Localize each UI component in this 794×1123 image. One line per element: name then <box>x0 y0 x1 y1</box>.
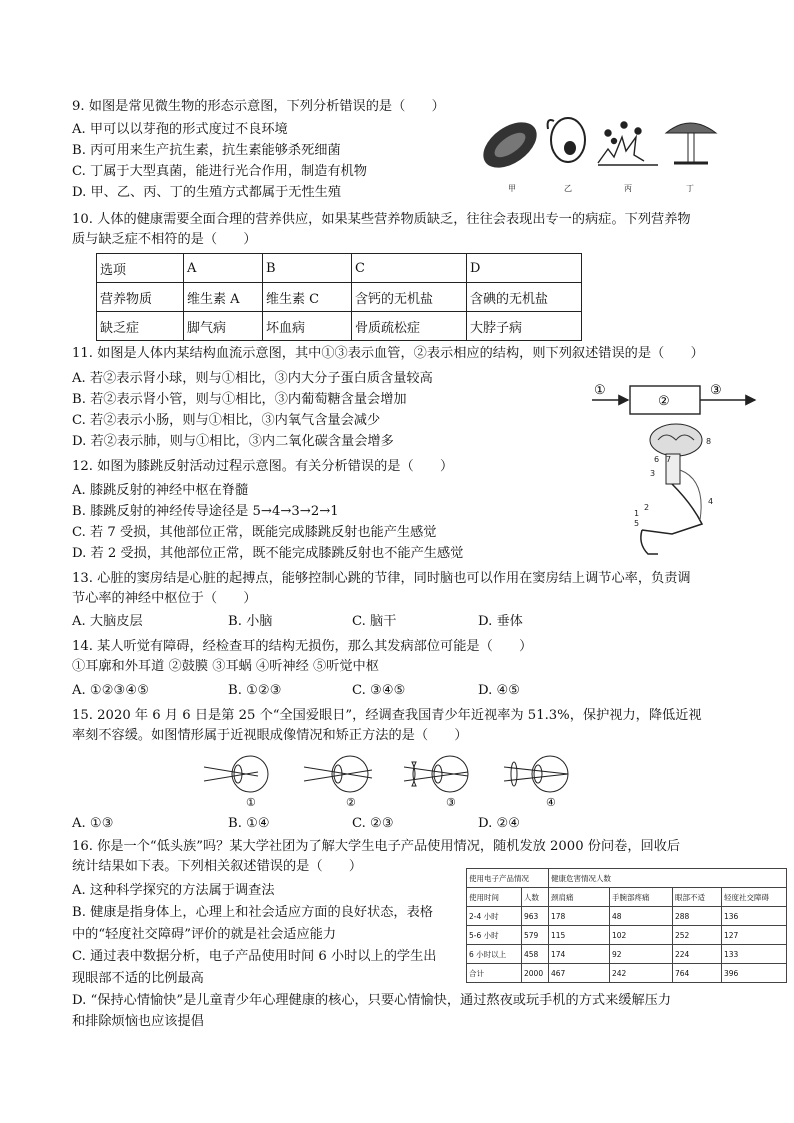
table-cell: 133 <box>722 945 787 964</box>
table-cell: 467 <box>549 964 610 983</box>
fig-label-6: 6 <box>654 455 660 464</box>
q16-option-b: B. 健康是指身体上，心理上和社会适应方面的良好状态，表格 <box>72 905 433 920</box>
q15-option-c: C. ②③ <box>352 816 394 831</box>
q14-option-b: B. ①②③ <box>228 683 282 698</box>
table-cell: 缺乏症 <box>97 312 184 341</box>
table-cell: A <box>184 254 263 283</box>
fig-label-2: ② <box>658 394 670 409</box>
q13-option-a: A. 大脑皮层 <box>72 614 143 629</box>
q13-stem-line1: 13. 心脏的窦房结是心脏的起搏点，能够控制心跳的节律，同时脑也可以作用在窦房结上调节心率，负责调 <box>72 571 691 586</box>
nutrition-table <box>96 253 582 341</box>
fig-label-ding: 丁 <box>686 184 694 193</box>
q11-option-b: B. 若②表示肾小管，则与①相比，③内葡萄糖含量会增加 <box>72 392 407 407</box>
table-header: 健康危害情况人数 <box>549 869 787 888</box>
q12-stem: 12. 如图为膝跳反射活动过程示意图。有关分析错误的是（ ） <box>72 459 454 474</box>
table-cell: 48 <box>610 907 673 926</box>
table-header: 使用时间 <box>467 888 522 907</box>
q13-option-b: B. 小脑 <box>228 614 273 629</box>
q11-option-c: C. 若②表示小肠，则与①相比，③内氧气含量会减少 <box>72 413 381 428</box>
q16-stem-line1: 16. 你是一个“低头族”吗？某大学社团为了解大学生电子产品使用情况，随机发放 2000 份问卷，回收后 <box>72 839 681 854</box>
table-cell: 骨质疏松症 <box>352 312 467 341</box>
table-header: 眼部不适 <box>673 888 722 907</box>
fig-label-1: 1 <box>634 509 640 518</box>
table-row <box>467 907 787 926</box>
fig-label-2: 2 <box>644 503 650 512</box>
table-header: 轻度社交障碍 <box>722 888 787 907</box>
table-cell: D <box>467 254 582 283</box>
q16-stem-line2: 统计结果如下表。下列相关叙述错误的是（ ） <box>72 859 363 874</box>
q9-option-a: A. 甲可以以芽孢的形式度过不良环境 <box>72 122 288 137</box>
table-cell: 396 <box>722 964 787 983</box>
table-cell: 合计 <box>467 964 522 983</box>
table-cell: 115 <box>549 926 610 945</box>
survey-table <box>466 868 787 983</box>
q12-option-b: B. 膝跳反射的神经传导途径是 5→4→3→2→1 <box>72 504 339 519</box>
table-cell: 92 <box>610 945 673 964</box>
table-cell: 102 <box>610 926 673 945</box>
table-header: 颈肩痛 <box>549 888 610 907</box>
table-cell: 178 <box>549 907 610 926</box>
table-cell: 127 <box>722 926 787 945</box>
table-cell: 营养物质 <box>97 283 184 312</box>
fig-label-eye-2: ② <box>346 796 356 809</box>
q9-option-b: B. 丙可用来生产抗生素，抗生素能够杀死细菌 <box>72 143 341 158</box>
table-cell: 维生素 C <box>263 283 352 312</box>
q13-option-d: D. 垂体 <box>478 614 523 629</box>
eye-figures <box>200 750 600 810</box>
fig-label-eye-4: ④ <box>546 796 556 809</box>
table-cell: 252 <box>673 926 722 945</box>
q13-stem-line2: 节心率的神经中枢位于（ ） <box>72 591 257 606</box>
q14-stem: 14. 某人听觉有障碍，经检查耳的结构无损伤，那么其发病部位可能是（ ） <box>72 639 533 654</box>
table-cell: 含钙的无机盐 <box>352 283 467 312</box>
q16-option-a: A. 这种科学探究的方法属于调查法 <box>72 883 275 898</box>
q10-stem-line1: 10. 人体的健康需要全面合理的营养供应，如果某些营养物质缺乏，往往会表现出专一的病症。下列营养物 <box>72 212 691 227</box>
fig-label-8: 8 <box>706 437 712 446</box>
table-header: 手腕部疼痛 <box>610 888 673 907</box>
q15-stem-line2: 率刻不容缓。如图情形属于近视眼成像情况和矫正方法的是（ ） <box>72 728 468 743</box>
table-cell: 174 <box>549 945 610 964</box>
table-cell: 963 <box>522 907 549 926</box>
q16-option-d-cont: 和排除烦恼也应该提倡 <box>72 1014 204 1029</box>
table-cell: 脚气病 <box>184 312 263 341</box>
q9-stem: 9. 如图是常见微生物的形态示意图，下列分析错误的是（ ） <box>72 99 445 114</box>
q15-option-a: A. ①③ <box>72 816 114 831</box>
blood-flow-figure <box>590 380 770 420</box>
table-cell: 579 <box>522 926 549 945</box>
microbe-figure <box>478 115 718 197</box>
fig-label-3: 3 <box>650 469 656 478</box>
table-cell: 136 <box>722 907 787 926</box>
fig-label-3: ③ <box>710 383 722 398</box>
q11-option-a: A. 若②表示肾小球，则与①相比，③内大分子蛋白质含量较高 <box>72 371 433 386</box>
q15-option-d: D. ②④ <box>478 816 521 831</box>
q9-option-d: D. 甲、乙、丙、丁的生殖方式都属于无性生殖 <box>72 185 342 200</box>
table-cell: 5-6 小时 <box>467 926 522 945</box>
table-cell: B <box>263 254 352 283</box>
q15-option-b: B. ①④ <box>228 816 270 831</box>
q11-stem: 11. 如图是人体内某结构血流示意图，其中①③表示血管，②表示相应的结构，则下列叙述错误的是（ ） <box>72 346 704 361</box>
fig-label-4: 4 <box>708 497 714 506</box>
table-cell: 含碘的无机盐 <box>467 283 582 312</box>
table-cell: 维生素 A <box>184 283 263 312</box>
q16-option-d: D. “保持心情愉快”是儿童青少年心理健康的核心，只要心情愉快，通过熬夜或玩手机的方式来缓解压力 <box>72 993 672 1008</box>
fig-label-5: 5 <box>634 519 640 528</box>
table-cell: 764 <box>673 964 722 983</box>
fig-label-bing: 丙 <box>624 184 632 193</box>
fig-label-jia: 甲 <box>508 184 516 193</box>
fig-label-eye-3: ③ <box>446 796 456 809</box>
table-row <box>467 964 787 983</box>
q16-option-c: C. 通过表中数据分析，电子产品使用时间 6 小时以上的学生出 <box>72 949 437 964</box>
fig-label-eye-1: ① <box>246 796 256 809</box>
q14-option-d: D. ④⑤ <box>478 683 521 698</box>
knee-reflex-figure <box>628 420 738 562</box>
q14-option-c: C. ③④⑤ <box>352 683 406 698</box>
fig-label-1: ① <box>594 383 606 398</box>
table-cell: 2000 <box>522 964 549 983</box>
table-header: 使用电子产品情况 <box>467 869 549 888</box>
table-cell: 坏血病 <box>263 312 352 341</box>
q14-option-a: A. ①②③④⑤ <box>72 683 150 698</box>
q12-option-c: C. 若 7 受损，其他部位正常，既能完成膝跳反射也能产生感觉 <box>72 525 437 540</box>
q9-option-c: C. 丁属于大型真菌，能进行光合作用，制造有机物 <box>72 164 367 179</box>
q15-stem-line1: 15. 2020 年 6 月 6 日是第 25 个“全国爱眼日”，经调查我国青少年近视率为 51.3%，保护视力，降低近视 <box>72 708 702 723</box>
table-cell: C <box>352 254 467 283</box>
table-cell: 6 小时以上 <box>467 945 522 964</box>
table-cell: 288 <box>673 907 722 926</box>
table-cell: 242 <box>610 964 673 983</box>
table-row <box>467 926 787 945</box>
fig-label-yi: 乙 <box>564 184 572 193</box>
q10-stem-line2: 质与缺乏症不相符的是（ ） <box>72 232 257 247</box>
table-cell: 选项 <box>97 254 184 283</box>
q16-option-b-cont: 中的“轻度社交障碍”评价的就是社会适应能力 <box>72 927 337 942</box>
table-cell: 2-4 小时 <box>467 907 522 926</box>
q12-option-a: A. 膝跳反射的神经中枢在脊髓 <box>72 483 249 498</box>
table-cell: 224 <box>673 945 722 964</box>
q11-option-d: D. 若②表示肺，则与①相比，③内二氧化碳含量会增多 <box>72 434 394 449</box>
fig-label-7: 7 <box>666 455 672 464</box>
q16-option-c-cont: 现眼部不适的比例最高 <box>72 971 204 986</box>
q12-option-d: D. 若 2 受损，其他部位正常，既不能完成膝跳反射也不能产生感觉 <box>72 546 464 561</box>
table-row <box>467 945 787 964</box>
q14-items: ①耳廓和外耳道 ②鼓膜 ③耳蜗 ④听神经 ⑤听觉中枢 <box>72 659 379 674</box>
table-header: 人数 <box>522 888 549 907</box>
table-cell: 458 <box>522 945 549 964</box>
q13-option-c: C. 脑干 <box>352 614 397 629</box>
table-cell: 大脖子病 <box>467 312 582 341</box>
